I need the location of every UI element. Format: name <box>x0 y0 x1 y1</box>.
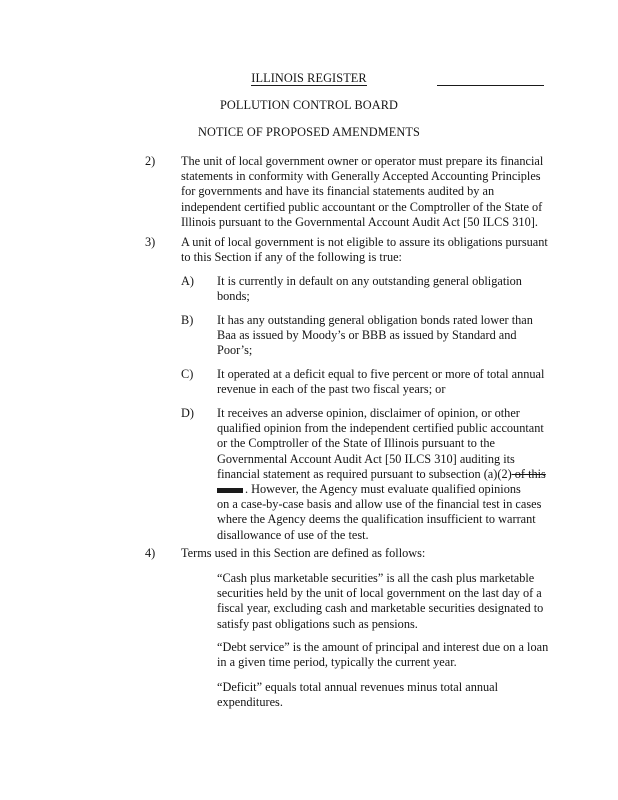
notice-heading: NOTICE OF PROPOSED AMENDMENTS <box>198 125 420 139</box>
item-3d-number: D) <box>181 406 194 420</box>
item-3c-paragraph: It operated at a deficit equal to five percent or more of total annual revenue in each of the past two fiscal years; or <box>217 367 545 397</box>
definition-debt-service: “Debt service” is the amount of principal and interest due on a loan in a given time period, typically the current year. <box>217 640 549 670</box>
struck-text: of this <box>511 466 546 481</box>
board-heading: POLLUTION CONTROL BOARD <box>219 98 399 112</box>
item-2-paragraph: The unit of local government owner or operator must prepare its financial statements in conformity with Generally Accepted Accounting Principles for governments and have its financial statements audited by an independent certified public accountant or the Comptroller of the State of Illinois pursuant to the Governmental Account Audit Act [50 ILCS 310]. <box>181 154 544 229</box>
item-3-number: 3) <box>145 235 156 249</box>
item-3d-paragraph: It receives an adverse opinion, disclaimer of opinion, or other qualified opinion from the independent certified public accountant or the Comptroller of the State of Illinois pursuant to the Governmental Account Audit Act [50 ILCS 310] auditing its financial statement as required pursuant to subsection (a)(2) of this . However, the Agency must evaluate qualified opinions on a case-by-case basis and allow use of the financial test in cases where the Agency deems the qualification insufficient to warrant disallowance of use of the test. <box>217 406 546 542</box>
item-3c-number: C) <box>181 367 194 381</box>
item-3-paragraph: A unit of local government is not eligible to assure its obligations pursuant to this Section if any of the following is true: <box>181 235 548 265</box>
item-3a-number: A) <box>181 274 194 288</box>
definition-deficit: “Deficit” equals total annual revenues minus total annual expenditures. <box>217 680 499 710</box>
definition-cash-securities: “Cash plus marketable securities” is all the cash plus marketable securities held by the unit of local government on the last day of a fiscal year, excluding cash and marketable securities designated to satisfy past obligations such as pensions. <box>217 571 544 631</box>
item-2-number: 2) <box>145 154 156 168</box>
header-rule <box>437 85 544 86</box>
item-4-number: 4) <box>145 546 156 560</box>
item-3a-paragraph: It is currently in default on any outstanding general obligation bonds; <box>217 274 522 304</box>
item-4-intro: Terms used in this Section are defined as follows: <box>181 546 426 560</box>
item-3b-paragraph: It has any outstanding general obligation bonds rated lower than Baa as issued by Moody’s or BBB as issued by Standard and Poor’s; <box>217 313 533 358</box>
item-3b-number: B) <box>181 313 194 327</box>
struck-word-redaction <box>217 488 243 493</box>
register-heading: ILLINOIS REGISTER <box>251 71 367 85</box>
